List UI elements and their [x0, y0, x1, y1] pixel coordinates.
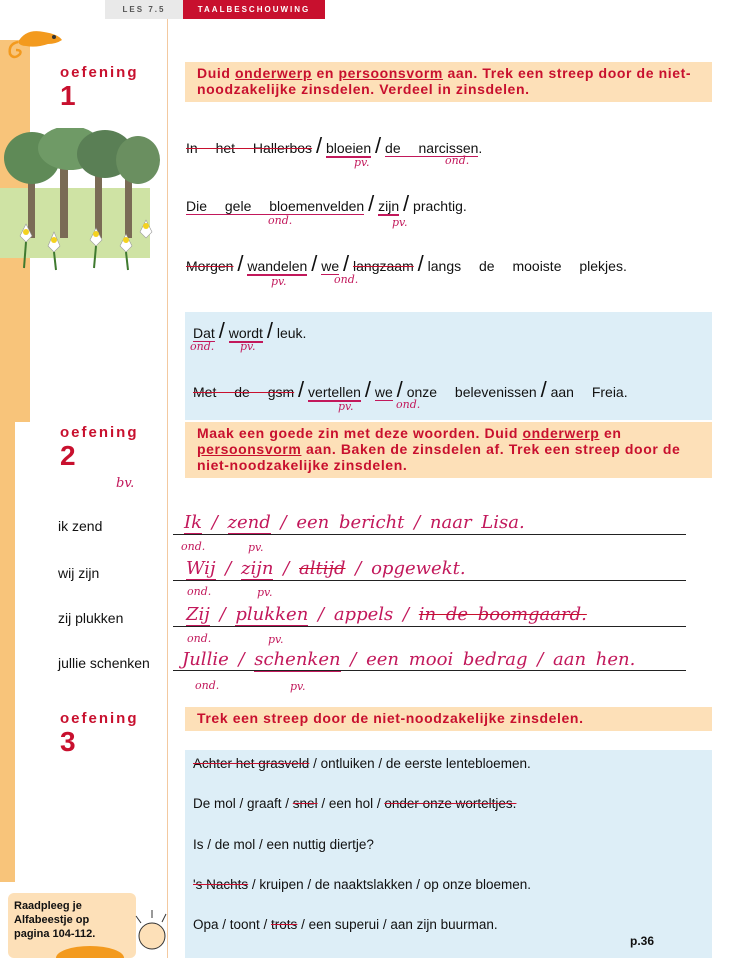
row-label: ik zend: [58, 518, 103, 534]
exercise-3-line: Opa / toont / trots / een superui / aan zijn buurman.: [193, 917, 498, 932]
mark-ond: ond.: [187, 632, 212, 645]
exercise-3-line: 's Nachts / kruipen / de naaktslakken / op onze bloemen.: [193, 877, 532, 892]
sentence-5: Met de gsm / vertellen / we / onze belevenissen / aan Freia.: [193, 377, 628, 402]
chameleon-icon: [4, 24, 64, 64]
lesson-tag: LES 7.5: [105, 0, 183, 19]
mark-ond: ond.: [445, 154, 470, 167]
reference-callout: Raadpleeg je Alfabeestje op pagina 104-112.: [8, 893, 136, 958]
answer-line: [173, 580, 686, 581]
sentence-4: Dat / wordt / leuk.: [193, 318, 307, 343]
mark-pv: pv.: [271, 275, 287, 288]
sidebar-strip: [15, 422, 30, 882]
handwritten-answer: Zij / plukken / appels / in de boomgaard.: [186, 604, 587, 625]
mark-pv: pv.: [257, 586, 273, 599]
exercise-1-instruction: Duid onderwerp en persoonsvorm aan. Trek een streep door de niet-noodzakelijke zinsdelen. Verdeel in zinsdelen.: [185, 62, 712, 102]
mascot-icon: [50, 942, 130, 958]
exercise-3-label: oefening: [60, 710, 139, 727]
mark-ond: ond.: [181, 540, 206, 553]
margin-line: [167, 19, 168, 958]
exercise-3-instruction: Trek een streep door de niet-noodzakelijke zinsdelen.: [185, 707, 712, 731]
mark-pv: pv.: [354, 156, 370, 169]
row-label: wij zijn: [58, 565, 100, 581]
row-label: zij plukken: [58, 610, 124, 626]
sentence-1: In het Hallerbos / bloeien / de narcissen.: [186, 133, 483, 158]
mark-pv: pv.: [248, 541, 264, 554]
mark-pv: pv.: [268, 633, 284, 646]
exercise-3-line: Is / de mol / een nuttig diertje?: [193, 837, 374, 852]
handwritten-answer: Jullie / schenken / een mooi bedrag / aan hen.: [182, 649, 636, 670]
row-label: jullie schenken: [58, 655, 150, 671]
sentence-2: Die gele bloemenvelden / zijn / prachtig.: [186, 191, 467, 216]
mark-ond: ond.: [396, 398, 421, 411]
mark-ond: ond.: [334, 273, 359, 286]
mark-pv: pv.: [338, 400, 354, 413]
page-number: p.36: [630, 934, 655, 948]
exercise-3-line: De mol / graaft / snel / een hol / onder onze worteltjes.: [193, 796, 517, 811]
answer-line: [173, 670, 686, 671]
exercise-2-number: 2: [60, 440, 76, 471]
mark-pv: pv.: [392, 216, 408, 229]
exercise-2-label: oefening: [60, 424, 139, 441]
forest-illustration: [0, 128, 162, 272]
exercise-3-number: 3: [60, 726, 76, 757]
mark-pv: pv.: [240, 340, 256, 353]
sentence-3: Morgen / wandelen / we / langzaam / langs de mooiste plekjes.: [186, 251, 627, 276]
answer-line: [173, 626, 686, 627]
mark-ond: ond.: [190, 340, 215, 353]
exercise-3-line: Achter het grasveld / ontluiken / de eerste lentebloemen.: [193, 756, 531, 771]
handwritten-answer: Wij / zijn / altijd / opgewekt.: [186, 558, 466, 579]
answer-line: [173, 534, 686, 535]
exercise-1-number: 1: [60, 80, 76, 111]
mark-pv: pv.: [290, 680, 306, 693]
mark-ond: ond.: [187, 585, 212, 598]
mark-ond: ond.: [195, 679, 220, 692]
section-tag: TAALBESCHOUWING: [183, 0, 325, 19]
lightbulb-icon: [128, 906, 168, 958]
exercise-1-label: oefening: [60, 64, 139, 81]
example-mark: bv.: [116, 476, 135, 491]
exercise-2-instruction: Maak een goede zin met deze woorden. Duid onderwerp en persoonsvorm aan. Baken de zinsdelen af. Trek een streep door de niet-noodzakelijke zinsdelen.: [185, 422, 712, 478]
mark-ond: ond.: [268, 214, 293, 227]
handwritten-answer: Ik / zend / een bericht / naar Lisa.: [184, 512, 525, 533]
